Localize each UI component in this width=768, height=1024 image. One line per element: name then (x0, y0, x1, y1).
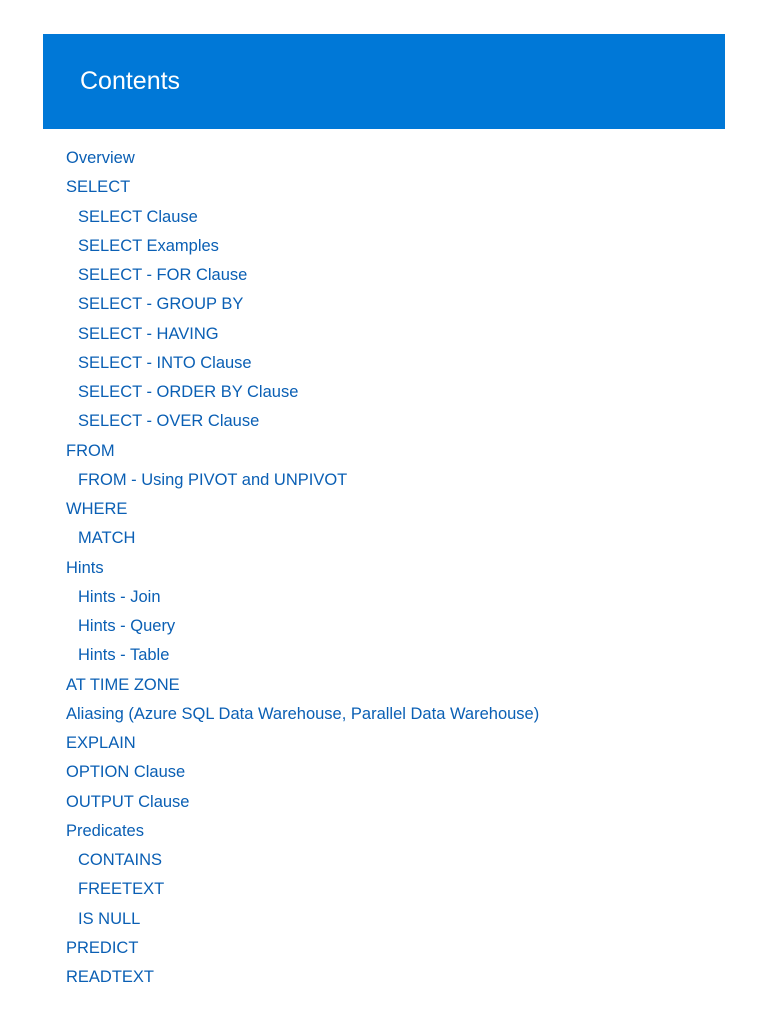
toc-item (66, 349, 716, 378)
toc-link[interactable]: Predicates (66, 821, 144, 840)
toc-link[interactable]: IS NULL (78, 909, 141, 928)
toc-item (66, 378, 716, 407)
toc-item (66, 700, 716, 729)
toc-link[interactable]: SELECT (66, 178, 131, 197)
toc-link[interactable]: SELECT - ORDER BY Clause (78, 383, 299, 401)
toc-link[interactable]: READTEXT (66, 968, 155, 986)
contents-header (43, 34, 725, 129)
toc-link[interactable]: MATCH (78, 529, 136, 548)
toc-item (66, 407, 716, 436)
toc-link[interactable]: CONTAINS (78, 851, 163, 869)
toc-link[interactable]: Overview (66, 149, 135, 167)
toc-link[interactable]: OPTION Clause (66, 763, 186, 782)
toc-link[interactable]: Hints (66, 558, 104, 577)
toc-item (66, 466, 716, 495)
toc-item (66, 641, 716, 670)
toc-link[interactable]: FROM (66, 441, 115, 460)
toc-item (66, 612, 716, 641)
toc-item (66, 963, 716, 992)
toc-link[interactable]: FROM - Using PIVOT and UNPIVOT (78, 470, 348, 489)
toc-link[interactable]: Hints - Join (78, 587, 161, 606)
toc-item (66, 758, 716, 787)
toc-item (66, 905, 716, 934)
toc-item (66, 173, 716, 202)
toc-item (66, 554, 716, 583)
toc-link[interactable]: PREDICT (66, 938, 139, 957)
toc-item (66, 817, 716, 846)
table-of-contents (66, 144, 716, 992)
toc-link[interactable]: SELECT - INTO Clause (78, 353, 252, 372)
toc-item (66, 495, 716, 524)
toc-link[interactable]: AT TIME ZONE (66, 675, 180, 694)
toc-item (66, 437, 716, 466)
toc-item (66, 203, 716, 232)
toc-item (66, 846, 716, 875)
toc-item (66, 934, 716, 963)
toc-link[interactable]: WHERE (66, 500, 128, 518)
toc-item (66, 232, 716, 261)
toc-item (66, 261, 716, 290)
toc-link[interactable]: OUTPUT Clause (66, 792, 190, 811)
toc-link[interactable]: SELECT - GROUP BY (78, 295, 244, 314)
toc-link[interactable]: FREETEXT (78, 880, 165, 899)
toc-link[interactable]: EXPLAIN (66, 734, 136, 752)
toc-link[interactable]: Hints - Query (78, 617, 176, 635)
toc-link[interactable]: SELECT Clause (78, 207, 198, 226)
toc-item (66, 788, 716, 817)
page-title: Contents (80, 67, 181, 95)
toc-item (66, 671, 716, 700)
toc-item (66, 320, 716, 349)
toc-link[interactable]: SELECT Examples (78, 236, 219, 255)
toc-item (66, 144, 716, 173)
toc-link[interactable]: SELECT - FOR Clause (78, 266, 248, 284)
toc-item (66, 524, 716, 553)
toc-item (66, 729, 716, 758)
toc-link[interactable]: SELECT - OVER Clause (78, 412, 260, 431)
toc-item (66, 875, 716, 904)
toc-link[interactable]: Aliasing (Azure SQL Data Warehouse, Parallel Data Warehouse) (66, 704, 540, 723)
toc-item (66, 290, 716, 319)
toc-link[interactable]: SELECT - HAVING (78, 324, 219, 343)
toc-link[interactable]: Hints - Table (78, 646, 170, 665)
toc-item (66, 583, 716, 612)
